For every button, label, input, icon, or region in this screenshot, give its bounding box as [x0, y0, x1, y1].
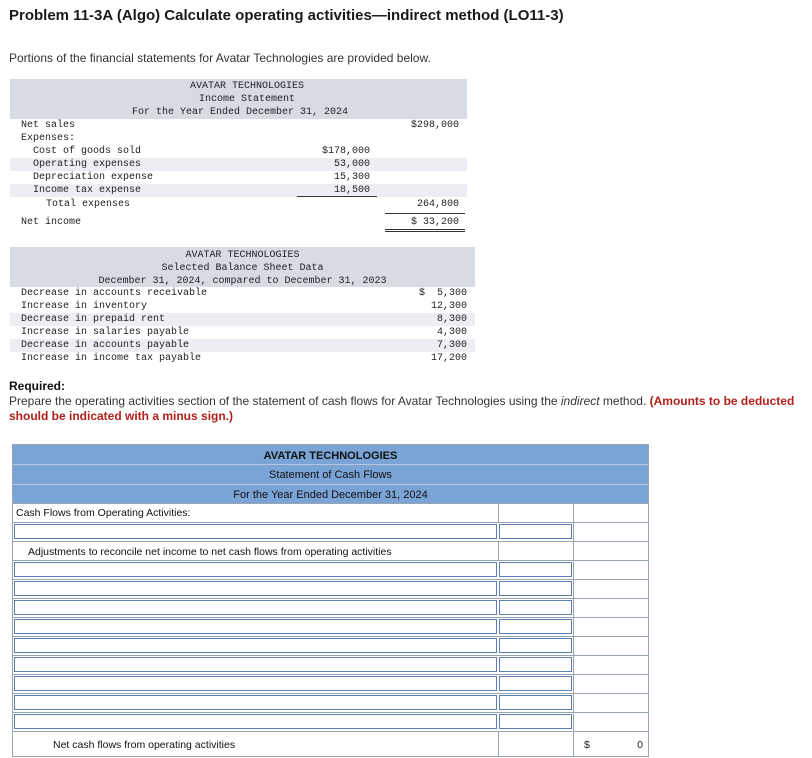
- is-period: For the Year Ended December 31, 2024: [131, 107, 349, 118]
- net-cash-row: [13, 731, 648, 756]
- description-input[interactable]: [14, 657, 497, 672]
- underline: [297, 196, 377, 197]
- column-divider: [573, 637, 574, 656]
- amount-input[interactable]: [499, 676, 572, 691]
- table-row: [13, 522, 648, 542]
- amount-input[interactable]: [499, 714, 572, 729]
- expenses-row: [10, 132, 467, 145]
- column-divider: [573, 523, 574, 542]
- bs-label: Increase in salaries payable: [21, 327, 190, 338]
- description-input[interactable]: [14, 695, 497, 710]
- column-divider: [573, 694, 574, 713]
- description-input[interactable]: [14, 562, 497, 577]
- bs-row: [10, 287, 475, 300]
- column-divider: [498, 732, 499, 756]
- bs-label: Decrease in prepaid rent: [21, 314, 166, 325]
- net-sales-value: $298,000: [410, 120, 459, 131]
- table-row: [13, 560, 648, 580]
- bs-amount: 4,300: [436, 327, 467, 338]
- double-underline: [385, 231, 465, 232]
- expense-row: [10, 145, 467, 158]
- table-row: [13, 712, 648, 732]
- column-divider: [573, 618, 574, 637]
- bs-amount: 17,200: [430, 353, 467, 364]
- description-input[interactable]: [14, 638, 497, 653]
- description-input[interactable]: [14, 524, 497, 539]
- bs-amount: 7,300: [436, 340, 467, 351]
- cash-flow-header: [13, 445, 648, 504]
- amount-input[interactable]: [499, 524, 572, 539]
- underline: [385, 213, 465, 214]
- required-text: [9, 394, 804, 424]
- expense-row: [10, 184, 467, 197]
- bs-row: [10, 339, 475, 352]
- balance-sheet-header: [10, 247, 475, 287]
- column-divider: [498, 542, 499, 561]
- amount-input[interactable]: [499, 619, 572, 634]
- expense-amount: 18,500: [333, 185, 370, 196]
- net-cash-label: Net cash flows from operating activities: [53, 739, 236, 751]
- expense-row: [10, 171, 467, 184]
- section-label-row: [13, 503, 648, 523]
- net-cash-value: 0: [637, 739, 643, 751]
- bs-row: [10, 352, 475, 365]
- table-row: [13, 693, 648, 713]
- column-divider: [573, 580, 574, 599]
- currency-symbol: $: [584, 739, 590, 751]
- amount-input[interactable]: [499, 657, 572, 672]
- cf-name: Statement of Cash Flows: [269, 469, 392, 481]
- net-income-value: $ 33,200: [410, 217, 459, 228]
- expenses-label: Expenses:: [21, 133, 76, 144]
- required-text-after: method.: [599, 394, 650, 408]
- expense-amount: 15,300: [333, 172, 370, 183]
- bs-company: AVATAR TECHNOLOGIES: [185, 250, 300, 261]
- expense-label: Income tax expense: [33, 185, 142, 196]
- amount-input[interactable]: [499, 600, 572, 615]
- amount-input[interactable]: [499, 562, 572, 577]
- expense-amount: 53,000: [333, 159, 370, 170]
- bs-amount: $ 5,300: [418, 288, 467, 299]
- adjustments-label-row: [13, 541, 648, 561]
- description-input[interactable]: [14, 600, 497, 615]
- column-divider: [573, 732, 574, 756]
- column-divider: [573, 561, 574, 580]
- bs-label: Increase in inventory: [21, 301, 148, 312]
- expense-amount: $178,000: [321, 146, 370, 157]
- expense-label: Cost of goods sold: [33, 146, 142, 157]
- net-sales-label: Net sales: [21, 120, 76, 131]
- expense-label: Depreciation expense: [33, 172, 154, 183]
- table-row: [13, 655, 648, 675]
- description-input[interactable]: [14, 619, 497, 634]
- bs-label: Decrease in accounts receivable: [21, 288, 208, 299]
- column-divider: [573, 504, 574, 523]
- amount-input[interactable]: [499, 638, 572, 653]
- double-underline: [385, 229, 465, 230]
- bs-amount: 8,300: [436, 314, 467, 325]
- required-text-italic: indirect: [560, 394, 600, 408]
- table-row: [13, 674, 648, 694]
- required-heading: Required:: [9, 379, 66, 393]
- expense-row: [10, 158, 467, 171]
- total-expenses-row: [10, 198, 467, 211]
- bs-period: December 31, 2024, compared to December 31, 2023: [98, 276, 387, 287]
- table-row: [13, 579, 648, 599]
- expense-label: Operating expenses: [33, 159, 142, 170]
- bs-label: Increase in income tax payable: [21, 353, 202, 364]
- header-divider: [13, 484, 648, 485]
- required-note: (Amounts to be deducted should be indicated with a minus sign.): [9, 394, 795, 423]
- bs-row: [10, 326, 475, 339]
- cf-company: AVATAR TECHNOLOGIES: [263, 450, 398, 462]
- description-input[interactable]: [14, 581, 497, 596]
- net-income-row: [10, 216, 467, 229]
- bs-name: Selected Balance Sheet Data: [161, 263, 324, 274]
- is-name: Income Statement: [198, 94, 295, 105]
- table-row: [13, 636, 648, 656]
- bs-label: Decrease in accounts payable: [21, 340, 190, 351]
- income-statement-header: [10, 79, 467, 119]
- adjustments-label: Adjustments to reconcile net income to net cash flows from operating activities: [28, 546, 392, 558]
- cash-flow-statement: [12, 444, 649, 757]
- required-text-before: Prepare the operating activities section of the statement of cash flows for Avatar Technologies using the: [9, 394, 561, 408]
- table-row: [13, 617, 648, 637]
- section-label: Cash Flows from Operating Activities:: [16, 507, 191, 519]
- column-divider: [498, 504, 499, 523]
- net-sales-row: [10, 119, 467, 132]
- column-divider: [573, 713, 574, 732]
- cf-period: For the Year Ended December 31, 2024: [233, 489, 428, 501]
- amount-input[interactable]: [499, 695, 572, 710]
- is-company: AVATAR TECHNOLOGIES: [189, 81, 305, 92]
- total-expenses-label: Total expenses: [46, 199, 131, 210]
- description-input[interactable]: [14, 676, 497, 691]
- column-divider: [573, 656, 574, 675]
- net-income-label: Net income: [21, 217, 82, 228]
- description-input[interactable]: [14, 714, 497, 729]
- intro-text: Portions of the financial statements for Avatar Technologies are provided below.: [9, 51, 431, 65]
- column-divider: [573, 675, 574, 694]
- total-expenses-value: 264,800: [416, 199, 459, 210]
- column-divider: [573, 542, 574, 561]
- bs-amount: 12,300: [430, 301, 467, 312]
- table-row: [13, 598, 648, 618]
- bs-row: [10, 300, 475, 313]
- problem-title: Problem 11-3A (Algo) Calculate operating activities—indirect method (LO11-3): [9, 7, 564, 24]
- header-divider: [13, 464, 648, 465]
- amount-input[interactable]: [499, 581, 572, 596]
- column-divider: [573, 599, 574, 618]
- bs-row: [10, 313, 475, 326]
